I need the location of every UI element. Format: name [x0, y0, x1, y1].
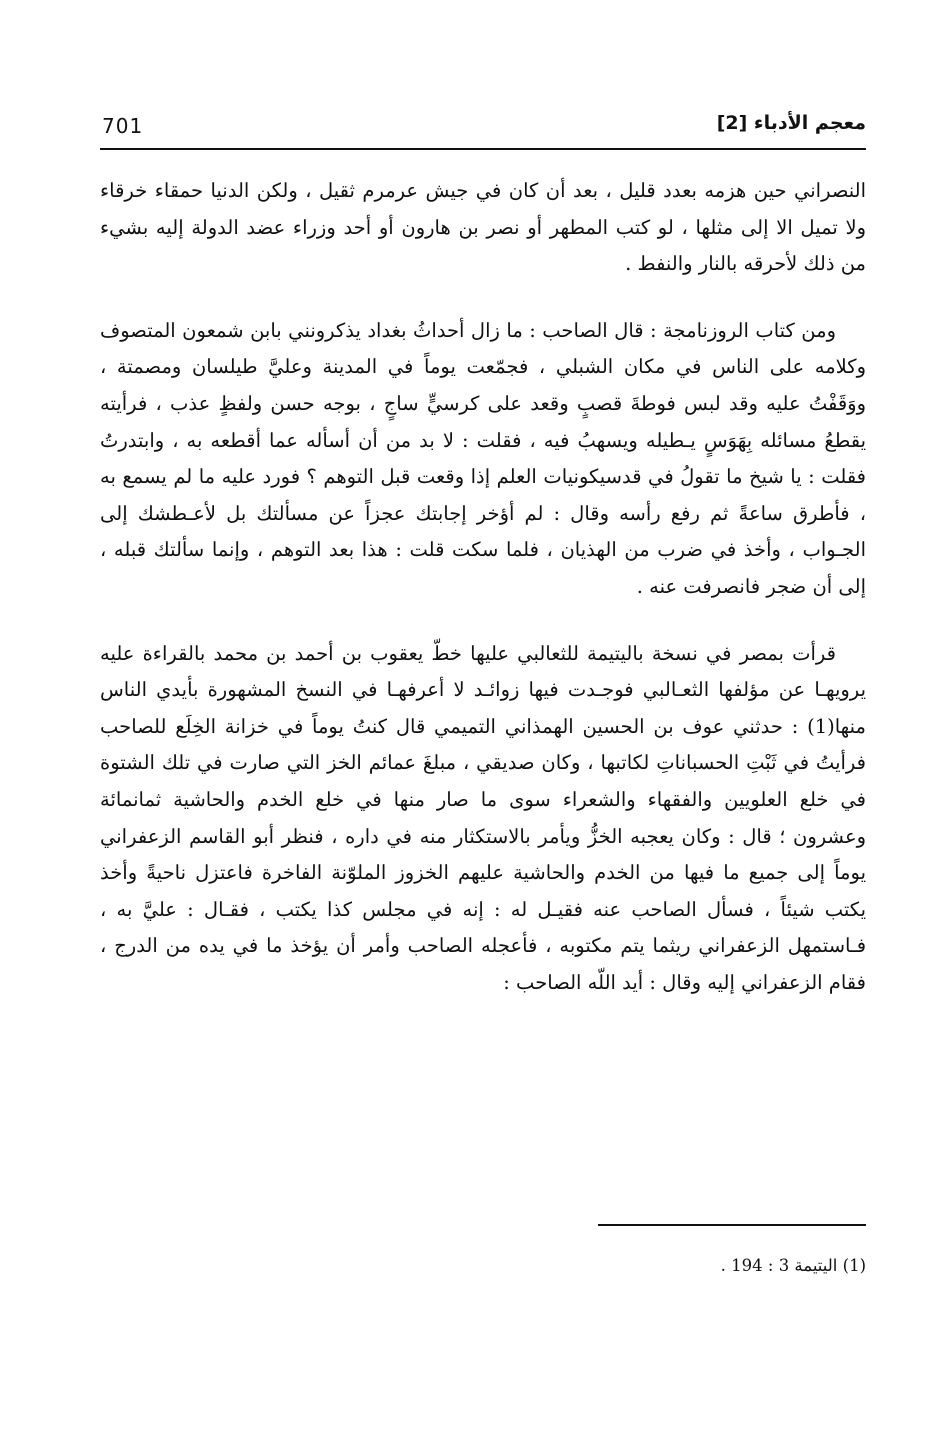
paragraph-2	[100, 313, 866, 606]
text-line: النصراني حين هزمه بعدد قليل ، بعد أن كان في جيش عرمرم ثقيل ، ولكن الدنيا	[210, 179, 867, 202]
paragraph-3	[100, 636, 866, 1002]
text-line: عضد الدولة إليه بشيء من ذلك لأحرقه بالنار والنفط .	[100, 215, 866, 276]
text-line: بالقراءة عليه يرويهـا عن مؤلفها الثعـالبي فوجـدت فيها زوائـد لا أعرفهـا في النسخ	[100, 641, 866, 702]
footnote: (1) اليتيمة 3 : 194 .	[720, 1256, 866, 1275]
paragraph-1	[100, 173, 866, 283]
footnote-divider	[598, 1224, 866, 1226]
page-number: 701	[102, 114, 144, 138]
main-text	[100, 173, 866, 1001]
page-header	[100, 112, 866, 146]
text-line: وقال : لم أؤخر إجابتك عجزاً عن مسألتك بل لأعـطشك إلى الجـواب ، وأخذ في	[100, 501, 866, 562]
text-line: ضجر فانصرفت عنه .	[636, 574, 807, 598]
text-line: المشهورة بأيدي الناس منها(1) : حدثني عوف بن الحسين الهمذاني التميمي قال كنتُ	[100, 678, 866, 738]
text-line: ويأمر بالاستكثار منه في داره ، فنظر أبو القاسم الزعفراني يوماً إلى جميع ما فيها من	[100, 824, 866, 885]
text-line: قرأت بمصر في نسخة باليتيمة للثعالبي عليها خطّ يعقوب بن أحمد بن محمد	[213, 641, 836, 665]
text-line: ما صار منها في خلع الخدم والحاشية ثمانمائة وعشرون ؛ قال : وكان يعجبه الخزُّ	[100, 787, 866, 848]
text-line: وعليَّ طيلسان ومصمتة ، ووَقَفْتُ عليه وقد لبس فوطةَ قصبٍ وقعد على كرسيٍّ ساجٍ ،	[100, 355, 866, 415]
text-line: يوماً في خزانة الخِلَع للصاحب فرأيتُ في ثَبْتِ الحسباناتِ لكاتبها ، وكان صديقي ،	[100, 714, 866, 775]
text-line: مبلغَ عمائم الخز التي صارت في تلك الشتوة في خلع العلويين والفقهاء والشعراء سوى	[100, 751, 866, 811]
text-line: شمعون المتصوف وكلامه على الناس في مكان الشبلي ، فجمّعت يوماً في المدينة	[100, 318, 866, 379]
text-line: بوجه حسن ولفظٍ عذب ، فرأيته يقطعُ مسائله بِهَوَسٍ يـطيله ويسهبُ فيه ، فقلت :	[100, 391, 866, 452]
text-line: الصاحب عنه فقيـل له : إنه في مجلس كذا يكتب ، فقـال : عليَّ به ، فـاستمهل	[100, 897, 867, 958]
text-line: ضرب من الهذيان ، فلما سكت قلت : هذا بعد التوهم ، وإنما سألتك قبله ، إلى أن	[100, 538, 866, 598]
header-divider	[100, 148, 866, 150]
text-line: فقام الزعفراني إليه وقال : أيد اللّه الصاحب :	[503, 970, 866, 994]
text-line: ومن كتاب الروزنامجة : قال الصاحب : ما زال أحداثُ بغداد يذكرونني بابن	[250, 318, 837, 342]
running-title: معجم الأدباء [2]	[716, 112, 866, 134]
text-line: الزعفراني ريثما يتم مكتوبه ، فأعجله الصاحب وأمر أن يؤخذ ما في يده من الدرج ،	[100, 934, 780, 958]
text-line: لا بد من أن أسأله عما أقطعه به ، وابتدرتُ فقلت : يا شيخ ما تقولُ في قدسيكونيات	[100, 428, 867, 489]
text-line: العلم إذا وقعت قبل التوهم ؟ فورد عليه ما لم يسمع به ، فأطرق ساعةً ثم رفع رأسه	[100, 465, 866, 525]
text-line: حمقاء خرقاء ولا تميل الا إلى مثلها ، لو كتب المطهر أو نصر بن هارون أو أحد وزراء	[100, 179, 867, 239]
text-line: الخدم والحاشية عليهم الخزوز الملوّنة الفاخرة فاعتزل ناحيةً وأخذ يكتب شيئاً ، فسأل	[100, 861, 866, 921]
